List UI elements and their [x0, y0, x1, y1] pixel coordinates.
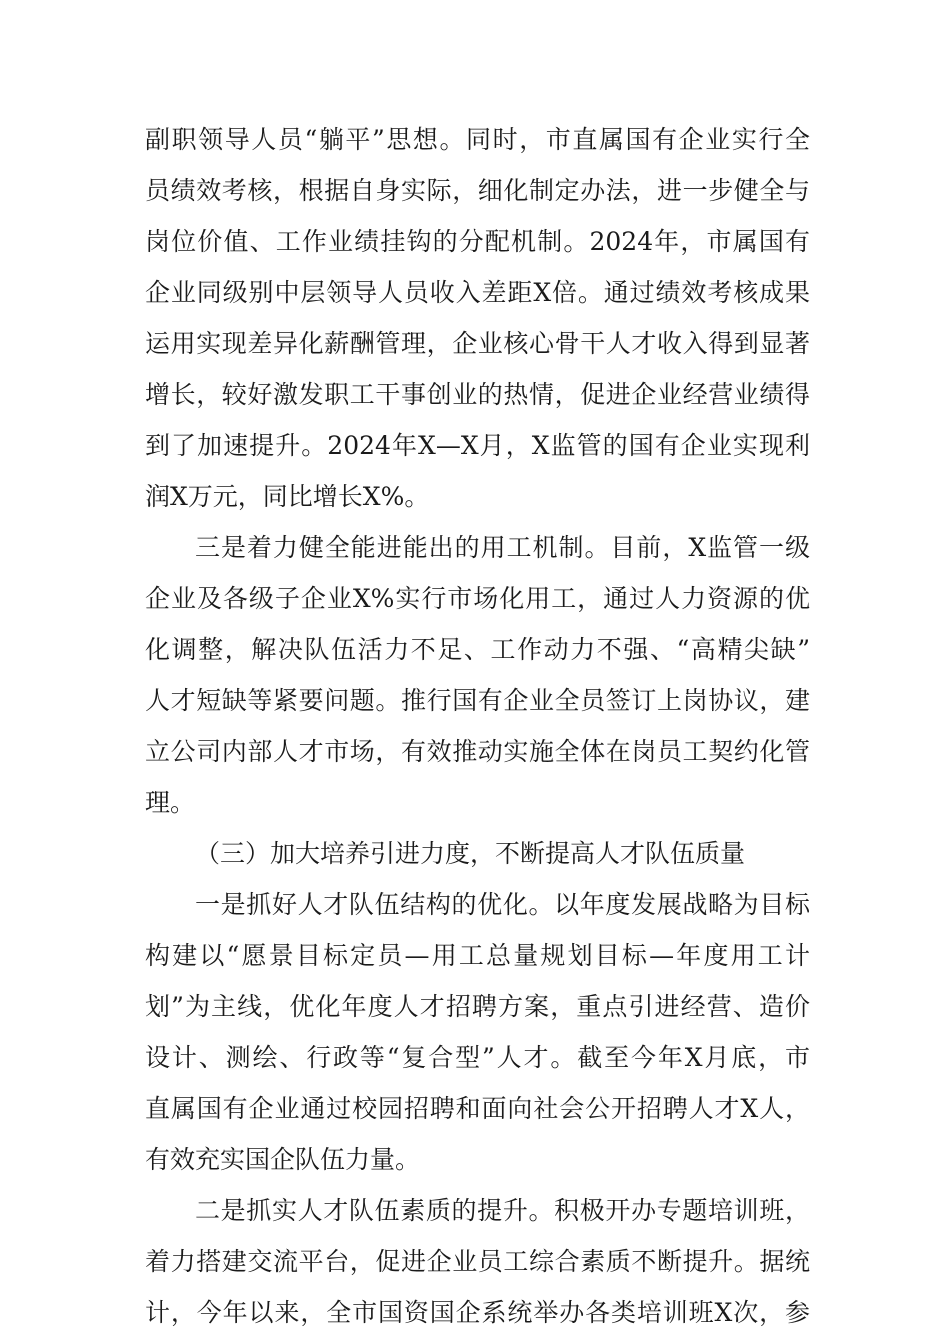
text-line: 运用实现差异化薪酬管理，企业核心骨干人才收入得到显著 — [145, 329, 810, 358]
text-line: 有效充实国企队伍力量。 — [145, 1145, 421, 1174]
text-line: 划”为主线，优化年度人才招聘方案，重点引进经营、造价 — [145, 992, 810, 1021]
section-heading: （三）加大培养引进力度，不断提高人才队伍质量 — [195, 839, 746, 868]
text-line: 润X万元，同比增长X%。 — [145, 482, 430, 511]
text-line: 理。 — [145, 788, 196, 817]
paragraph-start-line: 一是抓好人才队伍结构的优化。以年度发展战略为目标 — [195, 890, 810, 919]
text-line: 着力搭建交流平台，促进企业员工综合素质不断提升。据统 — [145, 1247, 810, 1276]
text-line: 化调整，解决队伍活力不足、工作动力不强、“高精尖缺” — [145, 635, 810, 664]
text-line: 计，今年以来，全市国资国企系统举办各类培训班X次，参 — [145, 1298, 810, 1327]
paragraph-start-line: 二是抓实人才队伍素质的提升。积极开办专题培训班， — [195, 1196, 810, 1225]
text-line: 立公司内部人才市场，有效推动实施全体在岗员工契约化管 — [145, 737, 810, 766]
paragraph-start-line: 三是着力健全能进能出的用工机制。目前，X监管一级 — [195, 533, 810, 562]
text-line: 人才短缺等紧要问题。推行国有企业全员签订上岗协议，建 — [145, 686, 810, 715]
text-line: 到了加速提升。2024年X—X月，X监管的国有企业实现利 — [145, 431, 810, 460]
text-line: 企业同级别中层领导人员收入差距X倍。通过绩效考核成果 — [145, 278, 810, 307]
text-line: 岗位价值、工作业绩挂钩的分配机制。2024年，市属国有 — [145, 227, 810, 256]
text-line: 副职领导人员“躺平”思想。同时，市直属国有企业实行全 — [145, 125, 810, 154]
text-line: 员绩效考核，根据自身实际，细化制定办法，进一步健全与 — [145, 176, 810, 205]
text-line: 直属国有企业通过校园招聘和面向社会公开招聘人才X人， — [145, 1094, 810, 1123]
text-line: 企业及各级子企业X%实行市场化用工，通过人力资源的优 — [145, 584, 810, 613]
text-line: 增长，较好激发职工干事创业的热情，促进企业经营业绩得 — [145, 380, 810, 409]
text-line: 构建以“愿景目标定员—用工总量规划目标—年度用工计 — [145, 941, 810, 970]
text-line: 设计、测绘、行政等“复合型”人才。截至今年X月底，市 — [145, 1043, 810, 1072]
